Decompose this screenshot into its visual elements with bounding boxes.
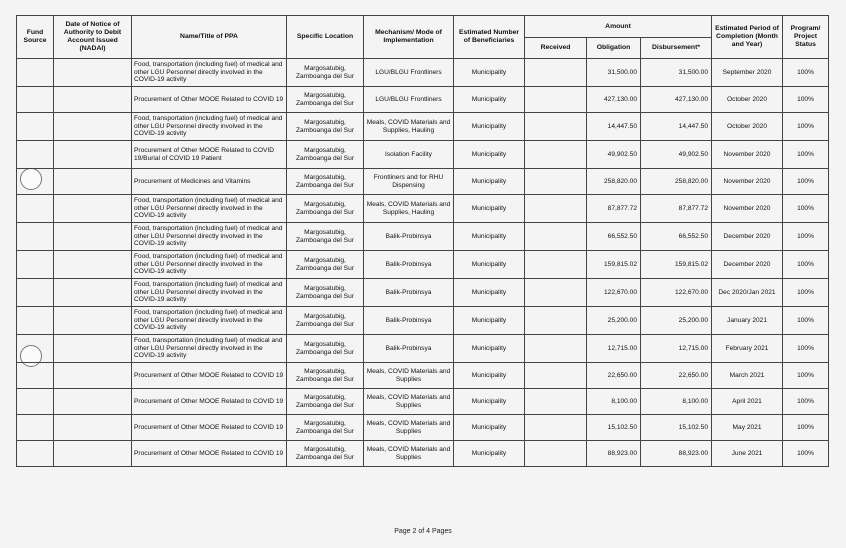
cell-fund xyxy=(17,141,54,169)
cell-status: 100% xyxy=(783,307,829,335)
cell-disbursement: 14,447.50 xyxy=(641,113,712,141)
table-row xyxy=(17,141,829,169)
cell-location: Margosatubig, Zamboanga del Sur xyxy=(287,279,364,307)
cell-obligation: 22,650.00 xyxy=(587,363,641,389)
cell-period: Dec 2020/Jan 2021 xyxy=(712,279,783,307)
cell-disbursement: 15,102.50 xyxy=(641,415,712,441)
cell-received xyxy=(525,223,587,251)
cell-period: September 2020 xyxy=(712,59,783,87)
cell-received xyxy=(525,113,587,141)
cell-mechanism: Balik-Probinsya xyxy=(364,307,454,335)
cell-location: Margosatubig, Zamboanga del Sur xyxy=(287,195,364,223)
cell-nadai xyxy=(54,415,132,441)
header-period: Estimated Period of Completion (Month and Year) xyxy=(712,16,783,59)
header-obligation: Obligation xyxy=(587,38,641,59)
header-name: Name/Title of PPA xyxy=(132,16,287,59)
cell-obligation: 122,670.00 xyxy=(587,279,641,307)
table-row xyxy=(17,223,829,251)
cell-period: October 2020 xyxy=(712,87,783,113)
table-row xyxy=(17,251,829,279)
cell-name: Food, transportation (including fuel) of medical and other LGU Personnel directly involved in the COVID-19 activity xyxy=(132,59,287,87)
cell-fund xyxy=(17,195,54,223)
cell-mechanism: Frontliners and for RHU Dispensing xyxy=(364,169,454,195)
cell-fund xyxy=(17,441,54,467)
cell-mechanism: Balik-Probinsya xyxy=(364,279,454,307)
cell-received xyxy=(525,415,587,441)
cell-beneficiaries: Municipality xyxy=(454,389,525,415)
cell-mechanism: Meals, COVID Materials and Supplies xyxy=(364,389,454,415)
cell-location: Margosatubig, Zamboanga del Sur xyxy=(287,335,364,363)
cell-status: 100% xyxy=(783,169,829,195)
cell-name: Food, transportation (including fuel) of medical and other LGU Personnel directly involved in the COVID-19 activity xyxy=(132,113,287,141)
cell-obligation: 14,447.50 xyxy=(587,113,641,141)
cell-location: Margosatubig, Zamboanga del Sur xyxy=(287,169,364,195)
cell-location: Margosatubig, Zamboanga del Sur xyxy=(287,251,364,279)
cell-status: 100% xyxy=(783,441,829,467)
cell-received xyxy=(525,169,587,195)
cell-obligation: 66,552.50 xyxy=(587,223,641,251)
cell-fund xyxy=(17,363,54,389)
cell-disbursement: 88,923.00 xyxy=(641,441,712,467)
cell-nadai xyxy=(54,223,132,251)
cell-status: 100% xyxy=(783,141,829,169)
cell-mechanism: LGU/BLGU Frontliners xyxy=(364,87,454,113)
cell-fund xyxy=(17,87,54,113)
cell-nadai xyxy=(54,59,132,87)
cell-received xyxy=(525,279,587,307)
cell-location: Margosatubig, Zamboanga del Sur xyxy=(287,441,364,467)
cell-period: May 2021 xyxy=(712,415,783,441)
cell-status: 100% xyxy=(783,113,829,141)
cell-beneficiaries: Municipality xyxy=(454,335,525,363)
cell-name: Procurement of Other MOOE Related to COVID 19 xyxy=(132,415,287,441)
cell-beneficiaries: Municipality xyxy=(454,141,525,169)
cell-fund xyxy=(17,279,54,307)
cell-fund xyxy=(17,223,54,251)
table-row xyxy=(17,113,829,141)
cell-received xyxy=(525,59,587,87)
cell-beneficiaries: Municipality xyxy=(454,441,525,467)
cell-beneficiaries: Municipality xyxy=(454,113,525,141)
cell-disbursement: 22,650.00 xyxy=(641,363,712,389)
cell-location: Margosatubig, Zamboanga del Sur xyxy=(287,363,364,389)
cell-name: Procurement of Medicines and Vitamins xyxy=(132,169,287,195)
cell-location: Margosatubig, Zamboanga del Sur xyxy=(287,59,364,87)
cell-period: June 2021 xyxy=(712,441,783,467)
table-row xyxy=(17,279,829,307)
table-row xyxy=(17,307,829,335)
cell-disbursement: 31,500.00 xyxy=(641,59,712,87)
header-location: Specific Location xyxy=(287,16,364,59)
cell-period: November 2020 xyxy=(712,141,783,169)
cell-mechanism: Isolation Facility xyxy=(364,141,454,169)
cell-received xyxy=(525,87,587,113)
cell-fund xyxy=(17,113,54,141)
cell-period: November 2020 xyxy=(712,169,783,195)
cell-nadai xyxy=(54,389,132,415)
cell-period: October 2020 xyxy=(712,113,783,141)
cell-disbursement: 159,815.02 xyxy=(641,251,712,279)
cell-obligation: 427,130.00 xyxy=(587,87,641,113)
cell-period: April 2021 xyxy=(712,389,783,415)
cell-nadai xyxy=(54,169,132,195)
cell-obligation: 49,902.50 xyxy=(587,141,641,169)
cell-beneficiaries: Municipality xyxy=(454,307,525,335)
cell-obligation: 15,102.50 xyxy=(587,415,641,441)
cell-status: 100% xyxy=(783,195,829,223)
cell-period: December 2020 xyxy=(712,223,783,251)
cell-received xyxy=(525,335,587,363)
cell-obligation: 159,815.02 xyxy=(587,251,641,279)
cell-fund xyxy=(17,335,54,363)
header-status: Program/ Project Status xyxy=(783,16,829,59)
cell-status: 100% xyxy=(783,87,829,113)
table-row xyxy=(17,415,829,441)
cell-nadai xyxy=(54,141,132,169)
cell-mechanism: Meals, COVID Materials and Supplies, Hauling xyxy=(364,195,454,223)
header-received: Received xyxy=(525,38,587,59)
cell-nadai xyxy=(54,441,132,467)
cell-location: Margosatubig, Zamboanga del Sur xyxy=(287,389,364,415)
header-mechanism: Mechanism/ Mode of Implementation xyxy=(364,16,454,59)
cell-beneficiaries: Municipality xyxy=(454,195,525,223)
cell-nadai xyxy=(54,251,132,279)
cell-fund xyxy=(17,251,54,279)
table-row xyxy=(17,389,829,415)
header-nadai: Date of Notice of Authority to Debit Account Issued (NADAI) xyxy=(54,16,132,59)
cell-beneficiaries: Municipality xyxy=(454,415,525,441)
cell-received xyxy=(525,389,587,415)
cell-beneficiaries: Municipality xyxy=(454,87,525,113)
cell-name: Procurement of Other MOOE Related to COVID 19/Burial of COVID 19 Patient xyxy=(132,141,287,169)
cell-disbursement: 87,877.72 xyxy=(641,195,712,223)
cell-nadai xyxy=(54,87,132,113)
cell-disbursement: 25,200.00 xyxy=(641,307,712,335)
cell-beneficiaries: Municipality xyxy=(454,363,525,389)
cell-mechanism: Meals, COVID Materials and Supplies xyxy=(364,363,454,389)
ppa-table xyxy=(16,15,829,467)
cell-received xyxy=(525,363,587,389)
cell-period: March 2021 xyxy=(712,363,783,389)
cell-location: Margosatubig, Zamboanga del Sur xyxy=(287,307,364,335)
cell-disbursement: 122,670.00 xyxy=(641,279,712,307)
cell-obligation: 258,820.00 xyxy=(587,169,641,195)
table-row xyxy=(17,363,829,389)
cell-obligation: 31,500.00 xyxy=(587,59,641,87)
header-fund-source: Fund Source xyxy=(17,16,54,59)
cell-mechanism: Balik-Probinsya xyxy=(364,251,454,279)
cell-name: Procurement of Other MOOE Related to COVID 19 xyxy=(132,363,287,389)
cell-mechanism: Balik-Probinsya xyxy=(364,335,454,363)
cell-status: 100% xyxy=(783,59,829,87)
cell-period: January 2021 xyxy=(712,307,783,335)
table-row xyxy=(17,335,829,363)
cell-obligation: 25,200.00 xyxy=(587,307,641,335)
cell-location: Margosatubig, Zamboanga del Sur xyxy=(287,141,364,169)
table-row xyxy=(17,169,829,195)
cell-name: Food, transportation (including fuel) of medical and other LGU Personnel directly involved in the COVID-19 activity xyxy=(132,279,287,307)
cell-nadai xyxy=(54,195,132,223)
cell-beneficiaries: Municipality xyxy=(454,169,525,195)
cell-received xyxy=(525,195,587,223)
cell-disbursement: 66,552.50 xyxy=(641,223,712,251)
cell-beneficiaries: Municipality xyxy=(454,59,525,87)
cell-nadai xyxy=(54,113,132,141)
cell-status: 100% xyxy=(783,415,829,441)
cell-received xyxy=(525,251,587,279)
cell-status: 100% xyxy=(783,363,829,389)
cell-period: February 2021 xyxy=(712,335,783,363)
cell-name: Procurement of Other MOOE Related to COVID 19 xyxy=(132,441,287,467)
cell-fund xyxy=(17,307,54,335)
cell-mechanism: Meals, COVID Materials and Supplies xyxy=(364,441,454,467)
cell-mechanism: Balik-Probinsya xyxy=(364,223,454,251)
cell-received xyxy=(525,441,587,467)
cell-period: November 2020 xyxy=(712,195,783,223)
table-row xyxy=(17,59,829,87)
cell-beneficiaries: Municipality xyxy=(454,279,525,307)
cell-name: Food, transportation (including fuel) of medical and other LGU Personnel directly involved in the COVID-19 activity xyxy=(132,223,287,251)
header-disbursement: Disbursement* xyxy=(641,38,712,59)
cell-name: Procurement of Other MOOE Related to COVID 19 xyxy=(132,389,287,415)
cell-period: December 2020 xyxy=(712,251,783,279)
cell-fund xyxy=(17,169,54,195)
table-row xyxy=(17,87,829,113)
cell-name: Food, transportation (including fuel) of medical and other LGU Personnel directly involved in the COVID-19 activity xyxy=(132,195,287,223)
cell-status: 100% xyxy=(783,223,829,251)
cell-disbursement: 427,130.00 xyxy=(641,87,712,113)
cell-mechanism: Meals, COVID Materials and Supplies xyxy=(364,415,454,441)
cell-fund xyxy=(17,389,54,415)
cell-name: Food, transportation (including fuel) of medical and other LGU Personnel directly involved in the COVID-19 activity xyxy=(132,335,287,363)
page-number: Page 2 of 4 Pages xyxy=(394,528,452,535)
cell-obligation: 87,877.72 xyxy=(587,195,641,223)
table-row xyxy=(17,441,829,467)
cell-obligation: 88,923.00 xyxy=(587,441,641,467)
cell-received xyxy=(525,141,587,169)
cell-fund xyxy=(17,59,54,87)
header-beneficiaries: Estimated Number of Beneficiaries xyxy=(454,16,525,59)
cell-disbursement: 8,100.00 xyxy=(641,389,712,415)
cell-disbursement: 12,715.00 xyxy=(641,335,712,363)
cell-fund xyxy=(17,415,54,441)
header-amount: Amount xyxy=(525,16,712,38)
cell-location: Margosatubig, Zamboanga del Sur xyxy=(287,87,364,113)
cell-nadai xyxy=(54,335,132,363)
cell-name: Food, transportation (including fuel) of medical and other LGU Personnel directly involved in the COVID-19 activity xyxy=(132,251,287,279)
cell-status: 100% xyxy=(783,389,829,415)
cell-obligation: 12,715.00 xyxy=(587,335,641,363)
cell-obligation: 8,100.00 xyxy=(587,389,641,415)
cell-status: 100% xyxy=(783,335,829,363)
cell-beneficiaries: Municipality xyxy=(454,251,525,279)
cell-mechanism: LGU/BLGU Frontliners xyxy=(364,59,454,87)
cell-status: 100% xyxy=(783,279,829,307)
cell-nadai xyxy=(54,279,132,307)
cell-nadai xyxy=(54,363,132,389)
cell-name: Procurement of Other MOOE Related to COVID 19 xyxy=(132,87,287,113)
cell-status: 100% xyxy=(783,251,829,279)
cell-location: Margosatubig, Zamboanga del Sur xyxy=(287,113,364,141)
cell-location: Margosatubig, Zamboanga del Sur xyxy=(287,415,364,441)
cell-nadai xyxy=(54,307,132,335)
cell-disbursement: 49,902.50 xyxy=(641,141,712,169)
cell-name: Food, transportation (including fuel) of medical and other LGU Personnel directly involved in the COVID-19 activity xyxy=(132,307,287,335)
cell-mechanism: Meals, COVID Materials and Supplies, Hauling xyxy=(364,113,454,141)
cell-location: Margosatubig, Zamboanga del Sur xyxy=(287,223,364,251)
table-row xyxy=(17,195,829,223)
cell-received xyxy=(525,307,587,335)
cell-disbursement: 258,820.00 xyxy=(641,169,712,195)
cell-beneficiaries: Municipality xyxy=(454,223,525,251)
